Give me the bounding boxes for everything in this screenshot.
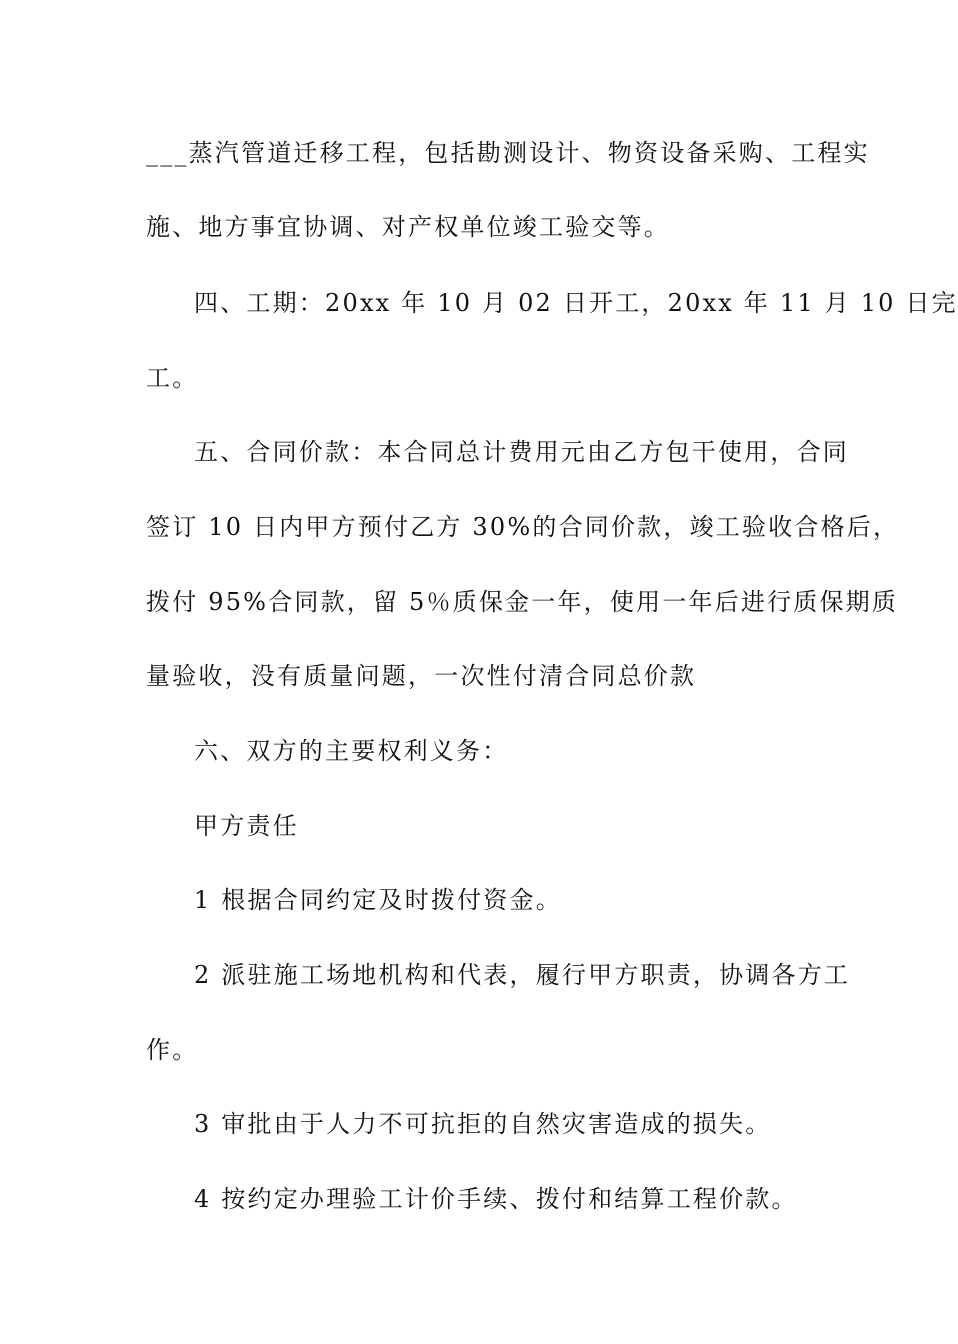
text-line-scope-1: ___蒸汽管道迁移工程，包括勘测设计、物资设备采购、工程实 (146, 139, 870, 167)
text-line-schedule-2: 工。 (146, 364, 199, 392)
subheading-party-a: 甲方责任 (194, 812, 299, 840)
text-line-price-1: 五、合同价款：本合同总计费用元由乙方包干使用，合同 (194, 438, 849, 466)
text-line-scope-2: 施、地方事宜协调、对产权单位竣工验交等。 (146, 213, 670, 241)
list-item-4: 4 按约定办理验工计价手续、拨付和结算工程价款。 (194, 1185, 798, 1213)
list-item-2-continued: 作。 (146, 1036, 199, 1064)
text-line-price-3: 拨付 95%合同款，留 5％质保金一年，使用一年后进行质保期质 (146, 588, 899, 616)
list-item-1: 1 根据合同约定及时拨付资金。 (194, 886, 562, 914)
list-item-3: 3 审批由于人力不可抗拒的自然灾害造成的损失。 (194, 1110, 772, 1138)
list-item-2: 2 派驻施工场地机构和代表，履行甲方职责，协调各方工 (194, 961, 851, 989)
text-line-price-4: 量验收，没有质量问题，一次性付清合同总价款 (146, 662, 697, 690)
text-line-schedule-1: 四、工期：20xx 年 10 月 02 日开工，20xx 年 11 月 10 日完 (194, 289, 958, 317)
section-heading-rights: 六、双方的主要权利义务： (194, 737, 509, 765)
text-line-price-2: 签订 10 日内甲方预付乙方 30%的合同价款，竣工验收合格后， (146, 513, 900, 541)
